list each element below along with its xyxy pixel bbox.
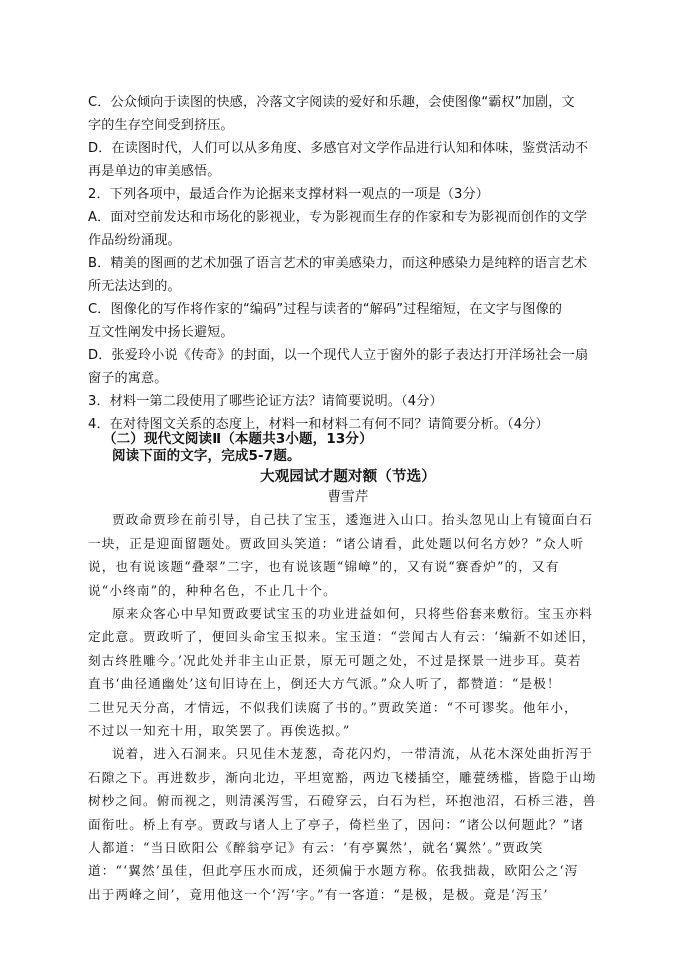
section-instruction: 阅读下面的文字，完成5-7题。 xyxy=(112,448,301,464)
passage-line: 说，也有说该题“叠翠”二字，也有说该题“锦嶂”的，又有说“赛香炉”的，又有 xyxy=(88,559,560,574)
question-1-option-c-line-2: 字的生存空间受到挤压。 xyxy=(88,118,234,133)
question-4: 4．在对待图文关系的态度上，材料一和材料二有何不同？请简要分析。（4分） xyxy=(88,417,549,432)
passage-line: 树杪之间。俯而视之，则清溪泻雪，石磴穿云，白石为栏，环抱池沼，石桥三港，兽 xyxy=(88,793,597,808)
question-3: 3．材料一第二段使用了哪些论证方法？请简要说明。（4分） xyxy=(88,394,443,409)
passage-line: 原来众客心中早知贾政要试宝玉的功业进益如何，只将些俗套来敷衍。宝玉亦料 xyxy=(112,606,594,621)
question-2-option-b-line-2: 所无法达到的。 xyxy=(88,279,181,294)
question-1-option-d-line-2: 再是单边的审美感悟。 xyxy=(88,164,221,179)
passage-line: 贾政命贾珍在前引导，自己扶了宝玉，逶迤进入山口。抬头忽见山上有镜面白石 xyxy=(112,512,594,527)
question-2-option-a-line-1: A．面对空前发达和市场化的影视业，专为影视而生存的作家和专为影视而创作的文学 xyxy=(88,210,588,225)
passage-line: 不过以一知充十用，取笑罢了。再俟选拟。” xyxy=(88,723,351,738)
passage-author: 曹雪芹 xyxy=(327,489,369,505)
passage-line: 定此意。贾政听了，便回头命宝玉拟来。宝玉道：“尝闻古人有云：‘编新不如述旧， xyxy=(88,629,596,644)
question-2-option-c-line-2: 互文性阐发中扬长避短。 xyxy=(88,325,234,340)
passage-line: 人都道：“当日欧阳公《醉翁亭记》有云：‘有亭翼然’，就名‘翼然’。”贾政笑 xyxy=(88,840,544,855)
question-2-option-a-line-2: 作品纷纷涌现。 xyxy=(88,233,181,248)
passage-line: 石隙之下。再进数步，渐向北边，平坦宽豁，两边飞楼插空，雕甍绣槛，皆隐于山坳 xyxy=(88,770,597,785)
question-2-option-d-line-1: D．张爱玲小说《传奇》的封面，以一个现代人立于窗外的影子表达打开洋场社会一扇 xyxy=(88,348,589,363)
passage-line: 出于两峰之间’，竟用他这一个‘泻’字。”有一客道：“是极，是极。竟是‘泻玉’ xyxy=(88,887,549,902)
passage-line: 面衔吐。桥上有亭。贾政与诸人上了亭子，倚栏坐了，因问：“诸公以何题此？”诸 xyxy=(88,817,585,832)
passage-line: 说着，进入石洞来。只见佳木茏葱，奇花闪灼，一带清流，从花木深处曲折泻于 xyxy=(112,746,594,761)
passage-line: 道：“‘翼然’虽佳，但此亭压水而成，还须偏于水题方称。依我拙裁，欧阳公之‘泻 xyxy=(88,863,579,878)
section-heading: （二）现代文阅读Ⅱ（本题共3小题，13分） xyxy=(103,431,373,447)
question-1-option-c-line-1: C．公众倾向于读图的快感，冷落文字阅读的爱好和乐趣，会使图像“霸权”加剧，文 xyxy=(88,95,575,110)
question-2-option-c-line-1: C．图像化的写作将作家的“编码”过程与读者的“解码”过程缩短，在文字与图像的 xyxy=(88,302,563,317)
passage-line: 直书‘曲径通幽处’这旬旧诗在上，倒还大方气派。”众人听了，都赞道：“是极！ xyxy=(88,676,561,691)
passage-line: 二世兄天分高，才情远，不似我们读腐了书的。”贾政笑道：“不可谬奖。他年小， xyxy=(88,700,578,715)
passage-title: 大观园试才题对额（节选） xyxy=(260,469,436,485)
passage-line: 刻古终胜雕今。’况此处并非主山正景，原无可题之处，不过是探景一进步耳。莫若 xyxy=(88,653,582,668)
question-2-option-b-line-1: B．精美的图画的艺术加强了语言艺术的审美感染力，而这种感染力是纯粹的语言艺术 xyxy=(88,256,588,271)
passage-line: 说“小终南”的，种种名色，不止几十个。 xyxy=(88,583,337,598)
question-1-option-d-line-1: D．在读图时代，人们可以从多角度、多感官对文学作品进行认知和体味，鉴赏活动不 xyxy=(88,141,589,156)
question-2-stem: 2．下列各项中，最适合作为论据来支撑材料一观点的一项是（3分） xyxy=(88,187,490,202)
question-2-option-d-line-2: 窗子的寓意。 xyxy=(88,371,168,386)
passage-line: 一块，正是迎面留题处。贾政回头笑道：“诸公请看，此处题以何名方妙？”众人听 xyxy=(88,536,585,551)
